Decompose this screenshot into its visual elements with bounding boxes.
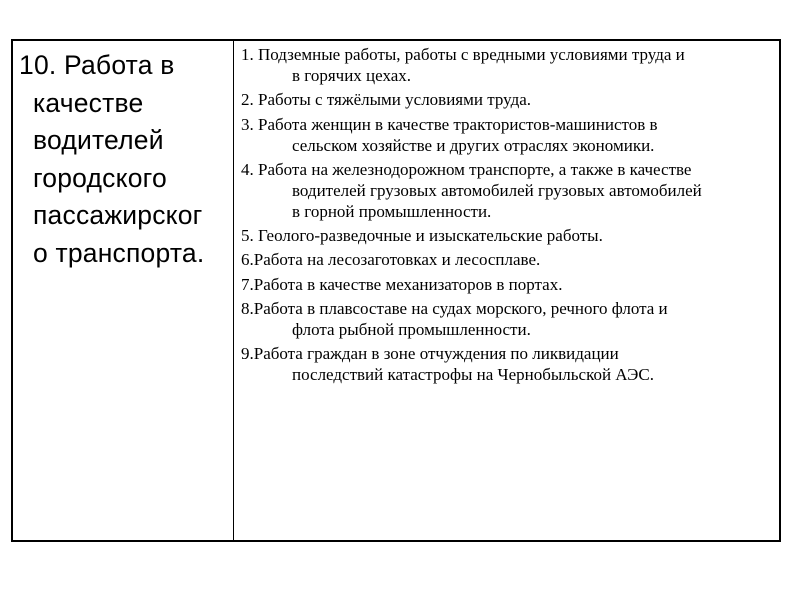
item-line: флота рыбной промышленности. bbox=[292, 320, 531, 340]
item-line: 6.Работа на лесозаготовках и лесосплаве. bbox=[241, 250, 541, 270]
list-item bbox=[241, 44, 779, 86]
item-line: в горячих цехах. bbox=[292, 66, 412, 85]
item-line: сельском хозяйстве и других отраслях экономики. bbox=[292, 135, 655, 155]
item-line: 3. Работа женщин в качестве трактористов-машинистов в bbox=[241, 114, 658, 134]
item-line: 7.Работа в качестве механизаторов в портах. bbox=[241, 274, 563, 294]
item-line: 2. Работы с тяжёлыми условиями труда. bbox=[241, 90, 532, 110]
item-line: 8.Работа в плавсоставе на судах морского, речного флота и bbox=[241, 299, 668, 319]
list-item bbox=[241, 225, 779, 246]
item-line: водителей грузовых автомобилей грузовых автомобилей bbox=[292, 180, 702, 200]
list-item bbox=[241, 89, 779, 110]
list-item bbox=[241, 249, 779, 270]
item-line: в горной промышленности. bbox=[292, 201, 492, 221]
list-item bbox=[241, 298, 779, 340]
right-cell bbox=[234, 41, 779, 540]
list-item bbox=[241, 114, 779, 156]
item-line: 1. Подземные работы, работы с вредными условиями труда и bbox=[241, 45, 685, 64]
left-heading bbox=[19, 47, 233, 272]
left-line: водителей bbox=[33, 125, 164, 155]
list-item bbox=[241, 343, 779, 385]
left-cell bbox=[13, 41, 234, 540]
item-line: последствий катастрофы на Чернобыльской АЭС. bbox=[292, 365, 654, 385]
left-line: городского bbox=[33, 162, 167, 193]
left-line: 10. Работа в bbox=[19, 50, 175, 80]
item-line: 5. Геолого-разведочные и изыскательские работы. bbox=[241, 226, 603, 246]
left-line: о транспорта. bbox=[33, 237, 205, 268]
list-item bbox=[241, 159, 779, 222]
content-table bbox=[11, 39, 781, 542]
left-line: качестве bbox=[33, 87, 144, 118]
item-line: 9.Работа граждан в зоне отчуждения по ликвидации bbox=[241, 344, 619, 364]
list-item bbox=[241, 274, 779, 295]
left-line: пассажирског bbox=[33, 200, 203, 230]
item-line: 4. Работа на железнодорожном транспорте, а также в качестве bbox=[241, 159, 692, 179]
